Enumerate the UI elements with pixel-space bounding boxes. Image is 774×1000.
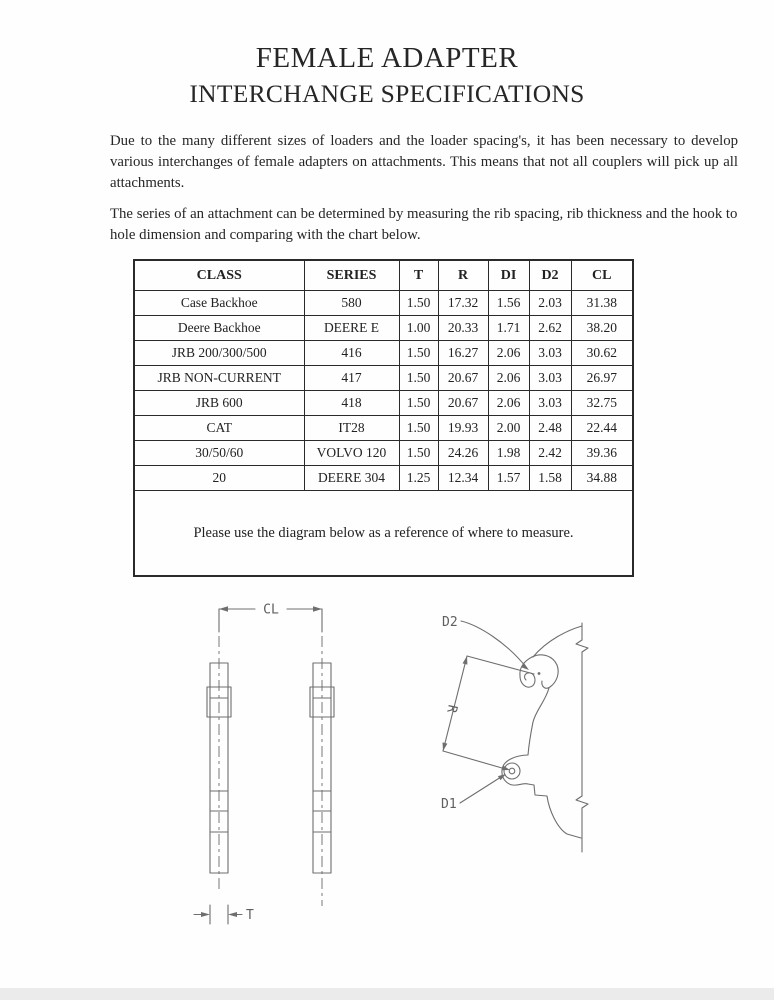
table-cell: 3.03 <box>529 391 571 416</box>
table-cell: 22.44 <box>571 416 633 441</box>
table-cell: 30.62 <box>571 341 633 366</box>
table-cell: DEERE E <box>304 316 399 341</box>
edge-break-lower <box>576 796 588 808</box>
table-cell: 20 <box>134 466 304 491</box>
t-dimension <box>194 905 254 924</box>
column-header-d2: D2 <box>529 260 571 291</box>
table-cell: 39.36 <box>571 441 633 466</box>
r-dimension-label: R <box>443 703 460 715</box>
right-edge <box>576 623 588 852</box>
table-cell: 1.50 <box>399 341 438 366</box>
hook-pin-point <box>538 672 541 675</box>
t-dimension-label: T <box>246 908 254 923</box>
table-cell: JRB 600 <box>134 391 304 416</box>
r-extension-to-hole <box>443 751 502 768</box>
top-edge-curve <box>533 626 582 657</box>
intro-paragraph-2: The series of an attachment can be determined by measuring the rib spacing, rib thickness and the hook to hole dimension and comparing with the chart below. <box>110 206 738 243</box>
cl-arrow-left <box>219 606 228 611</box>
table-cell: 1.50 <box>399 441 438 466</box>
lower-step-profile <box>528 784 581 838</box>
table-cell: 417 <box>304 366 399 391</box>
page-bottom-strip <box>0 988 774 1000</box>
measurement-diagram <box>130 580 650 980</box>
table-cell: 1.56 <box>488 291 529 316</box>
column-header-cl: CL <box>571 260 633 291</box>
front-edge <box>528 688 549 755</box>
edge-break-upper <box>576 640 588 652</box>
table-row <box>134 466 633 491</box>
side-view-diagram <box>441 615 588 852</box>
table-cell: CAT <box>134 416 304 441</box>
page-title: FEMALE ADAPTER <box>255 42 519 74</box>
page-subtitle: INTERCHANGE SPECIFICATIONS <box>189 79 585 108</box>
t-extension-ticks <box>210 905 228 924</box>
d2-callout <box>442 615 529 670</box>
table-row <box>134 291 633 316</box>
table-cell: Deere Backhoe <box>134 316 304 341</box>
table-row <box>134 416 633 441</box>
table-cell: 1.50 <box>399 391 438 416</box>
table-cell: 1.50 <box>399 416 438 441</box>
hook-outer-profile <box>532 655 558 688</box>
table-cell: 2.06 <box>488 341 529 366</box>
table-cell: 3.03 <box>529 366 571 391</box>
table-cell: 2.00 <box>488 416 529 441</box>
r-arrow-bottom <box>443 742 448 751</box>
measure-note: Please use the diagram below as a reference of where to measure. <box>134 491 633 577</box>
table-row <box>134 366 633 391</box>
table-cell: 20.67 <box>438 391 488 416</box>
table-cell: 1.00 <box>399 316 438 341</box>
table-cell: JRB NON-CURRENT <box>134 366 304 391</box>
column-header-series: SERIES <box>304 260 399 291</box>
d1-label: D1 <box>441 797 457 812</box>
table-cell: 38.20 <box>571 316 633 341</box>
table-cell: VOLVO 120 <box>304 441 399 466</box>
d1-leader-line <box>460 777 501 803</box>
table-cell: 2.06 <box>488 391 529 416</box>
table-row <box>134 441 633 466</box>
table-cell: 2.62 <box>529 316 571 341</box>
table-cell: 1.58 <box>529 466 571 491</box>
front-view-diagram <box>194 603 334 925</box>
column-header-class: CLASS <box>134 260 304 291</box>
column-header-t: T <box>399 260 438 291</box>
table-cell: Case Backhoe <box>134 291 304 316</box>
table-cell: 12.34 <box>438 466 488 491</box>
t-arrow-left <box>201 912 210 917</box>
table-cell: DEERE 304 <box>304 466 399 491</box>
table-cell: 2.06 <box>488 366 529 391</box>
d2-leader-line <box>461 621 526 667</box>
table-cell: 1.50 <box>399 366 438 391</box>
table-cell: 26.97 <box>571 366 633 391</box>
table-cell: 19.93 <box>438 416 488 441</box>
table-row <box>134 391 633 416</box>
table-cell: 1.50 <box>399 291 438 316</box>
pivot-hole-outer <box>504 763 520 779</box>
table-cell: 24.26 <box>438 441 488 466</box>
table-cell: 3.03 <box>529 341 571 366</box>
table-cell: 1.71 <box>488 316 529 341</box>
table-note-row <box>134 491 633 577</box>
table-cell: JRB 200/300/500 <box>134 341 304 366</box>
t-arrow-right <box>228 912 237 917</box>
table-cell: 1.98 <box>488 441 529 466</box>
cl-arrow-right <box>313 606 322 611</box>
interchange-spec-table <box>133 259 634 577</box>
table-cell: 2.48 <box>529 416 571 441</box>
table-row <box>134 316 633 341</box>
cl-dimension-label: CL <box>263 602 279 618</box>
table-cell: 30/50/60 <box>134 441 304 466</box>
pivot-hole-inner <box>509 768 515 774</box>
table-cell: 17.32 <box>438 291 488 316</box>
cl-dimension <box>219 603 322 618</box>
table-cell: 418 <box>304 391 399 416</box>
attachment-profile <box>502 626 582 838</box>
table-cell: 16.27 <box>438 341 488 366</box>
table-cell: 20.67 <box>438 366 488 391</box>
d2-label: D2 <box>442 615 458 630</box>
table-header-row <box>134 260 633 291</box>
table-cell: 32.75 <box>571 391 633 416</box>
table-cell: 31.38 <box>571 291 633 316</box>
table-cell: 34.88 <box>571 466 633 491</box>
table-cell: 1.25 <box>399 466 438 491</box>
table-row <box>134 341 633 366</box>
table-cell: 1.57 <box>488 466 529 491</box>
r-arrow-top <box>463 656 468 665</box>
table-cell: 2.42 <box>529 441 571 466</box>
table-cell: 2.03 <box>529 291 571 316</box>
table-cell: 20.33 <box>438 316 488 341</box>
table-cell: 580 <box>304 291 399 316</box>
d1-callout <box>441 774 506 812</box>
pivot-hole <box>504 763 520 779</box>
table-cell: IT28 <box>304 416 399 441</box>
column-header-di: DI <box>488 260 529 291</box>
table-cell: 416 <box>304 341 399 366</box>
intro-paragraph-1: Due to the many different sizes of loaders and the loader spacing's, it has been necessary to develop various interchanges of female adapters on attachments. This means that not all couplers will pick up all attachments. <box>110 133 738 191</box>
column-header-r: R <box>438 260 488 291</box>
